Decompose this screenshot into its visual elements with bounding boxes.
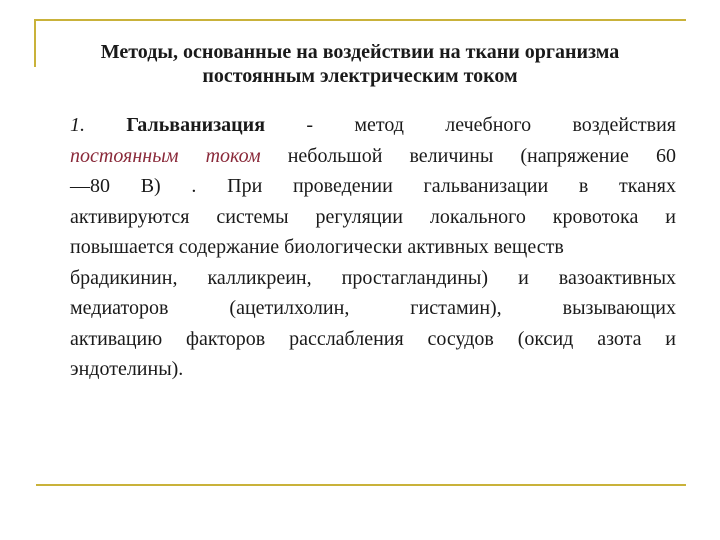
bottom-rule <box>36 484 686 486</box>
term-galvanization: Гальванизация <box>126 114 266 136</box>
body-line-4: активируются системы регуляции локального кровотока и <box>70 205 676 228</box>
body-line-3: —80 В) . При проведении гальванизации в тканях <box>70 175 676 197</box>
left-rule <box>34 19 36 67</box>
body-line-5: повышается содержание биологически активных веществ <box>70 236 564 258</box>
title-line-1: Методы, основанные на воздействии на ткани организма <box>100 41 620 63</box>
slide-title <box>40 40 680 88</box>
accent-direct-current: постоянным током <box>70 144 261 167</box>
body-line-9: эндотелины). <box>70 358 184 380</box>
body-text <box>70 110 676 385</box>
item-number: 1. <box>70 114 85 136</box>
body-line-6: брадикинин, калликреин, простагландины) и вазоактивных <box>70 266 676 289</box>
title-line-2: постоянным электрическим током <box>202 65 518 87</box>
body-line-8: активацию факторов расслабления сосудов (оксид азота и <box>70 327 676 350</box>
body-line-1 <box>70 110 676 141</box>
top-rule <box>36 19 686 21</box>
body-line-1-rest: - метод лечебного воздействия <box>265 114 677 136</box>
body-line-2 <box>70 141 676 172</box>
body-line-7: медиаторов (ацетилхолин, гистамин), вызывающих <box>70 297 676 319</box>
body-line-2-rest: небольшой величины (напряжение 60 <box>260 144 676 167</box>
